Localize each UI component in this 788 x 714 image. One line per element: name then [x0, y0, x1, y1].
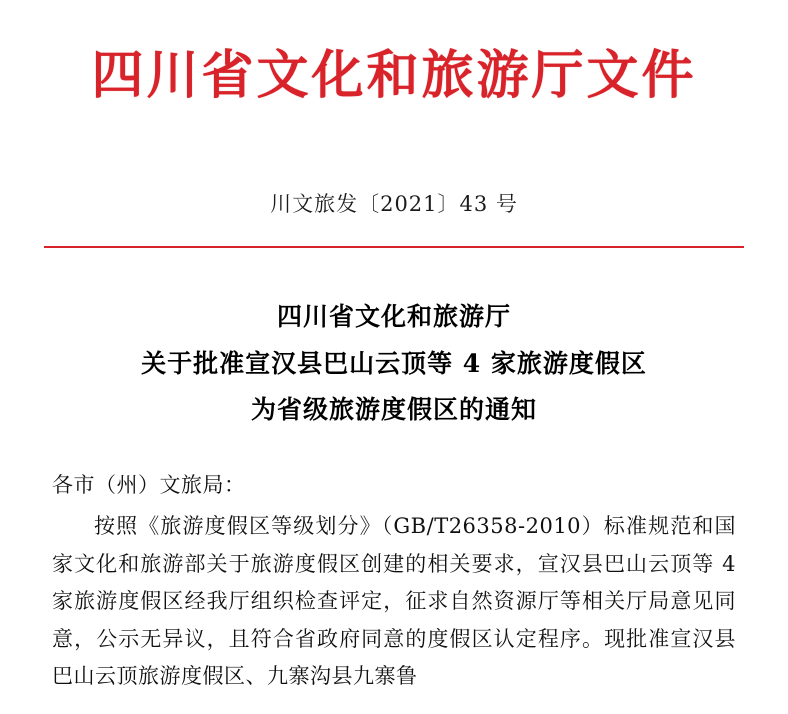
red-divider-rule — [44, 246, 744, 249]
body-paragraph-1: 按照《旅游度假区等级划分》（GB/T26358-2010）标准规范和国家文化和旅游部关于旅游度假区创建的相关要求，宣汉县巴山云顶等 4 家旅游度假区经我厅组织检查评定，征求自然资源厅等相关厅局意见同意，公示无异议，且符合省政府同意的度假区认定程序。现批准宣汉县巴山云顶旅游度假区、九寨沟县九寨鲁 — [52, 514, 736, 688]
document-title — [0, 294, 788, 433]
document-title-line-3: 为省级旅游度假区的通知 — [250, 394, 537, 424]
document-number: 川文旅发〔2021〕43 号 — [270, 191, 518, 216]
document-body — [52, 467, 736, 695]
masthead-title: 四川省文化和旅游厅文件 — [91, 45, 697, 106]
masthead — [0, 0, 788, 106]
document-title-line-1: 四川省文化和旅游厅 — [276, 302, 511, 332]
salutation: 各市（州）文旅局： — [52, 473, 246, 498]
document-title-line-2: 关于批准宣汉县巴山云顶等 4 家旅游度假区 — [141, 348, 647, 378]
